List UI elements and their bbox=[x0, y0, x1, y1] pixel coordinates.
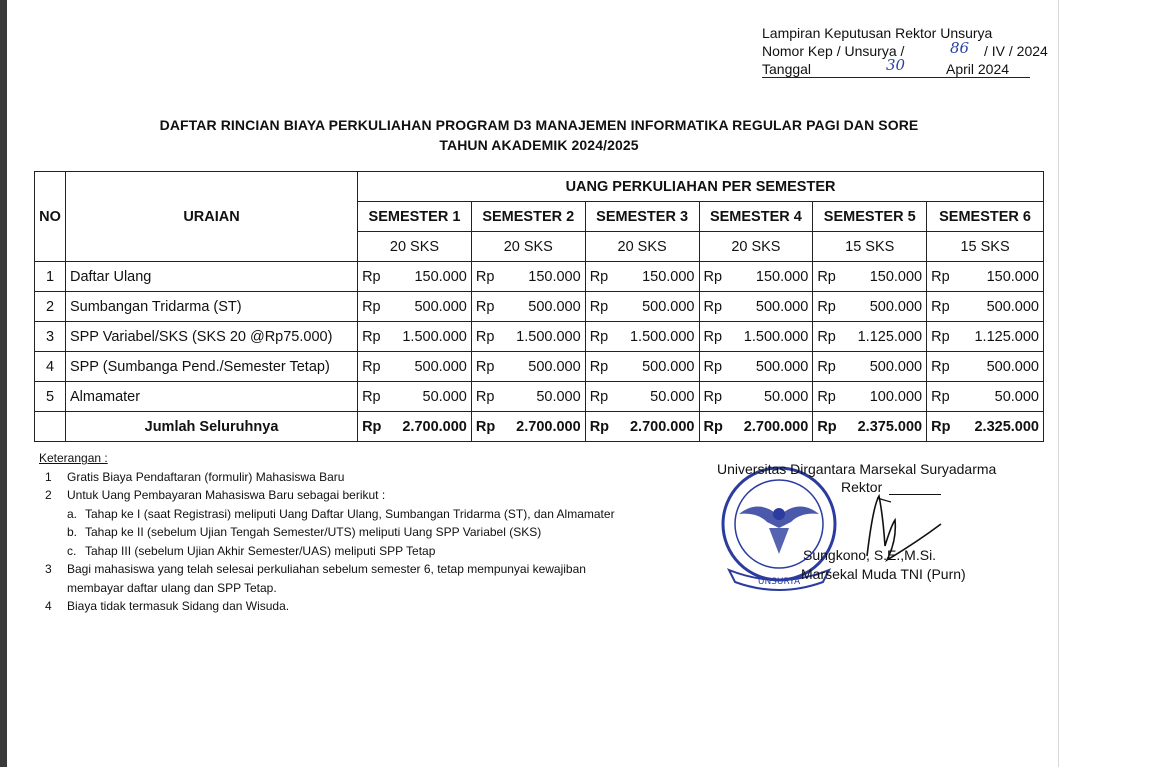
signature-institution: Universitas Dirgantara Marsekal Suryadarma bbox=[717, 461, 997, 477]
amount-cell: Rp 150.000 bbox=[585, 262, 699, 292]
amount-cell: Rp 500.000 bbox=[471, 292, 585, 322]
header-underline bbox=[762, 77, 1030, 78]
amount-cell: Rp 50.000 bbox=[358, 382, 472, 412]
signature-name: Sungkono, S.E.,M.Si. bbox=[803, 547, 937, 563]
amount-cell: Rp 50.000 bbox=[471, 382, 585, 412]
document-page bbox=[7, 0, 1058, 767]
total-row bbox=[35, 412, 1044, 442]
row-no: 3 bbox=[35, 322, 66, 352]
amount-cell: Rp 500.000 bbox=[358, 292, 472, 322]
total-cell: Rp 2.325.000 bbox=[927, 412, 1044, 442]
total-cell: Rp 2.700.000 bbox=[585, 412, 699, 442]
col-header-semester: SEMESTER 4 bbox=[699, 202, 813, 232]
signature-rank: Marsekal Muda TNI (Purn) bbox=[801, 566, 966, 582]
signature-position: Rektor bbox=[841, 479, 883, 495]
fee-table bbox=[34, 171, 1044, 442]
col-header-semester: SEMESTER 3 bbox=[585, 202, 699, 232]
note-item: 2 Untuk Uang Pembayaran Mahasiswa Baru sebagai berikut : bbox=[45, 488, 386, 502]
signature-block bbox=[707, 456, 1037, 596]
row-uraian: SPP (Sumbanga Pend./Semester Tetap) bbox=[65, 352, 357, 382]
sks-cell: 15 SKS bbox=[927, 232, 1044, 262]
col-header-uraian: URAIAN bbox=[65, 172, 357, 262]
row-uraian: SPP Variabel/SKS (SKS 20 @Rp75.000) bbox=[65, 322, 357, 352]
note-item: 3 Bagi mahasiswa yang telah selesai perkuliahan sebelum semester 6, tetap mempunyai kewajiban bbox=[45, 562, 586, 576]
header-line-2: Nomor Kep / Unsurya / 86 / IV / 2024 bbox=[762, 39, 1048, 59]
header-line-3: Tanggal 30 April 2024 bbox=[762, 56, 1010, 77]
amount-cell: Rp 500.000 bbox=[471, 352, 585, 382]
fee-rows bbox=[35, 262, 1044, 412]
note-item: 4 Biaya tidak termasuk Sidang dan Wisuda. bbox=[45, 599, 290, 613]
col-header-semester: SEMESTER 1 bbox=[358, 202, 472, 232]
document-subtitle: TAHUN AKADEMIK 2024/2025 bbox=[439, 137, 639, 153]
notes-heading: Keterangan : bbox=[39, 451, 108, 465]
sks-cell: 20 SKS bbox=[699, 232, 813, 262]
header-line-1: Lampiran Keputusan Rektor Unsurya bbox=[762, 25, 993, 41]
amount-cell: Rp 150.000 bbox=[927, 262, 1044, 292]
row-uraian: Daftar Ulang bbox=[65, 262, 357, 292]
handwritten-number: 86 bbox=[950, 39, 970, 57]
amount-cell: Rp 150.000 bbox=[699, 262, 813, 292]
amount-cell: Rp 50.000 bbox=[699, 382, 813, 412]
amount-cell: Rp 50.000 bbox=[585, 382, 699, 412]
amount-cell: Rp 1.500.000 bbox=[585, 322, 699, 352]
col-header-semester: SEMESTER 5 bbox=[813, 202, 927, 232]
note-subitem: b. Tahap ke II (sebelum Ujian Tengah Semester/UTS) meliputi Uang SPP Variabel (SKS) bbox=[67, 525, 542, 539]
amount-cell: Rp 100.000 bbox=[813, 382, 927, 412]
total-no-cell bbox=[35, 412, 66, 442]
amount-cell: Rp 500.000 bbox=[585, 352, 699, 382]
sks-cell: 20 SKS bbox=[585, 232, 699, 262]
signature-stroke bbox=[889, 494, 941, 495]
document-title: DAFTAR RINCIAN BIAYA PERKULIAHAN PROGRAM D3 MANAJEMEN INFORMATIKA REGULAR PAGI DAN SORE bbox=[159, 117, 919, 133]
total-cell: Rp 2.700.000 bbox=[471, 412, 585, 442]
amount-cell: Rp 1.500.000 bbox=[699, 322, 813, 352]
amount-cell: Rp 500.000 bbox=[927, 352, 1044, 382]
amount-cell: Rp 500.000 bbox=[358, 352, 472, 382]
handwritten-day: 30 bbox=[886, 56, 906, 74]
table-row bbox=[35, 352, 1044, 382]
window-left-edge bbox=[0, 0, 7, 767]
col-header-no: NO bbox=[35, 172, 66, 262]
sks-cell: 20 SKS bbox=[471, 232, 585, 262]
amount-cell: Rp 150.000 bbox=[358, 262, 472, 292]
total-cell: Rp 2.375.000 bbox=[813, 412, 927, 442]
amount-cell: Rp 150.000 bbox=[471, 262, 585, 292]
viewer-background bbox=[1058, 0, 1152, 767]
note-subitem: c. Tahap III (sebelum Ujian Akhir Semester/UAS) meliputi SPP Tetap bbox=[67, 543, 436, 558]
amount-cell: Rp 500.000 bbox=[813, 292, 927, 322]
seal-text: UNSURYA bbox=[757, 577, 801, 587]
table-row bbox=[35, 262, 1044, 292]
amount-cell: Rp 500.000 bbox=[813, 352, 927, 382]
table-row bbox=[35, 292, 1044, 322]
sks-cell: 20 SKS bbox=[358, 232, 472, 262]
semester-group-header: UANG PERKULIAHAN PER SEMESTER bbox=[358, 172, 1044, 202]
row-no: 2 bbox=[35, 292, 66, 322]
row-no: 1 bbox=[35, 262, 66, 292]
row-no: 5 bbox=[35, 382, 66, 412]
amount-cell: Rp 1.500.000 bbox=[358, 322, 472, 352]
amount-cell: Rp 150.000 bbox=[813, 262, 927, 292]
row-no: 4 bbox=[35, 352, 66, 382]
col-header-semester: SEMESTER 6 bbox=[927, 202, 1044, 232]
total-cell: Rp 2.700.000 bbox=[358, 412, 472, 442]
col-header-semester: SEMESTER 2 bbox=[471, 202, 585, 232]
amount-cell: Rp 1.125.000 bbox=[927, 322, 1044, 352]
amount-cell: Rp 500.000 bbox=[699, 352, 813, 382]
note-subitem: a. Tahap ke I (saat Registrasi) meliputi Uang Daftar Ulang, Sumbangan Tridarma (ST), dan Almamater bbox=[67, 506, 615, 521]
notes-section bbox=[39, 449, 615, 616]
table-row bbox=[35, 382, 1044, 412]
note-item-continuation: membayar daftar ulang dan SPP Tetap. bbox=[67, 580, 277, 595]
row-uraian: Sumbangan Tridarma (ST) bbox=[65, 292, 357, 322]
note-item: 1 Gratis Biaya Pendaftaran (formulir) Mahasiswa Baru bbox=[45, 469, 345, 484]
total-label: Jumlah Seluruhnya bbox=[65, 412, 357, 442]
amount-cell: Rp 1.500.000 bbox=[471, 322, 585, 352]
decree-header bbox=[762, 24, 1048, 78]
amount-cell: Rp 500.000 bbox=[927, 292, 1044, 322]
total-cell: Rp 2.700.000 bbox=[699, 412, 813, 442]
amount-cell: Rp 50.000 bbox=[927, 382, 1044, 412]
row-uraian: Almamater bbox=[65, 382, 357, 412]
amount-cell: Rp 500.000 bbox=[585, 292, 699, 322]
amount-cell: Rp 500.000 bbox=[699, 292, 813, 322]
amount-cell: Rp 1.125.000 bbox=[813, 322, 927, 352]
table-row bbox=[35, 322, 1044, 352]
sks-cell: 15 SKS bbox=[813, 232, 927, 262]
